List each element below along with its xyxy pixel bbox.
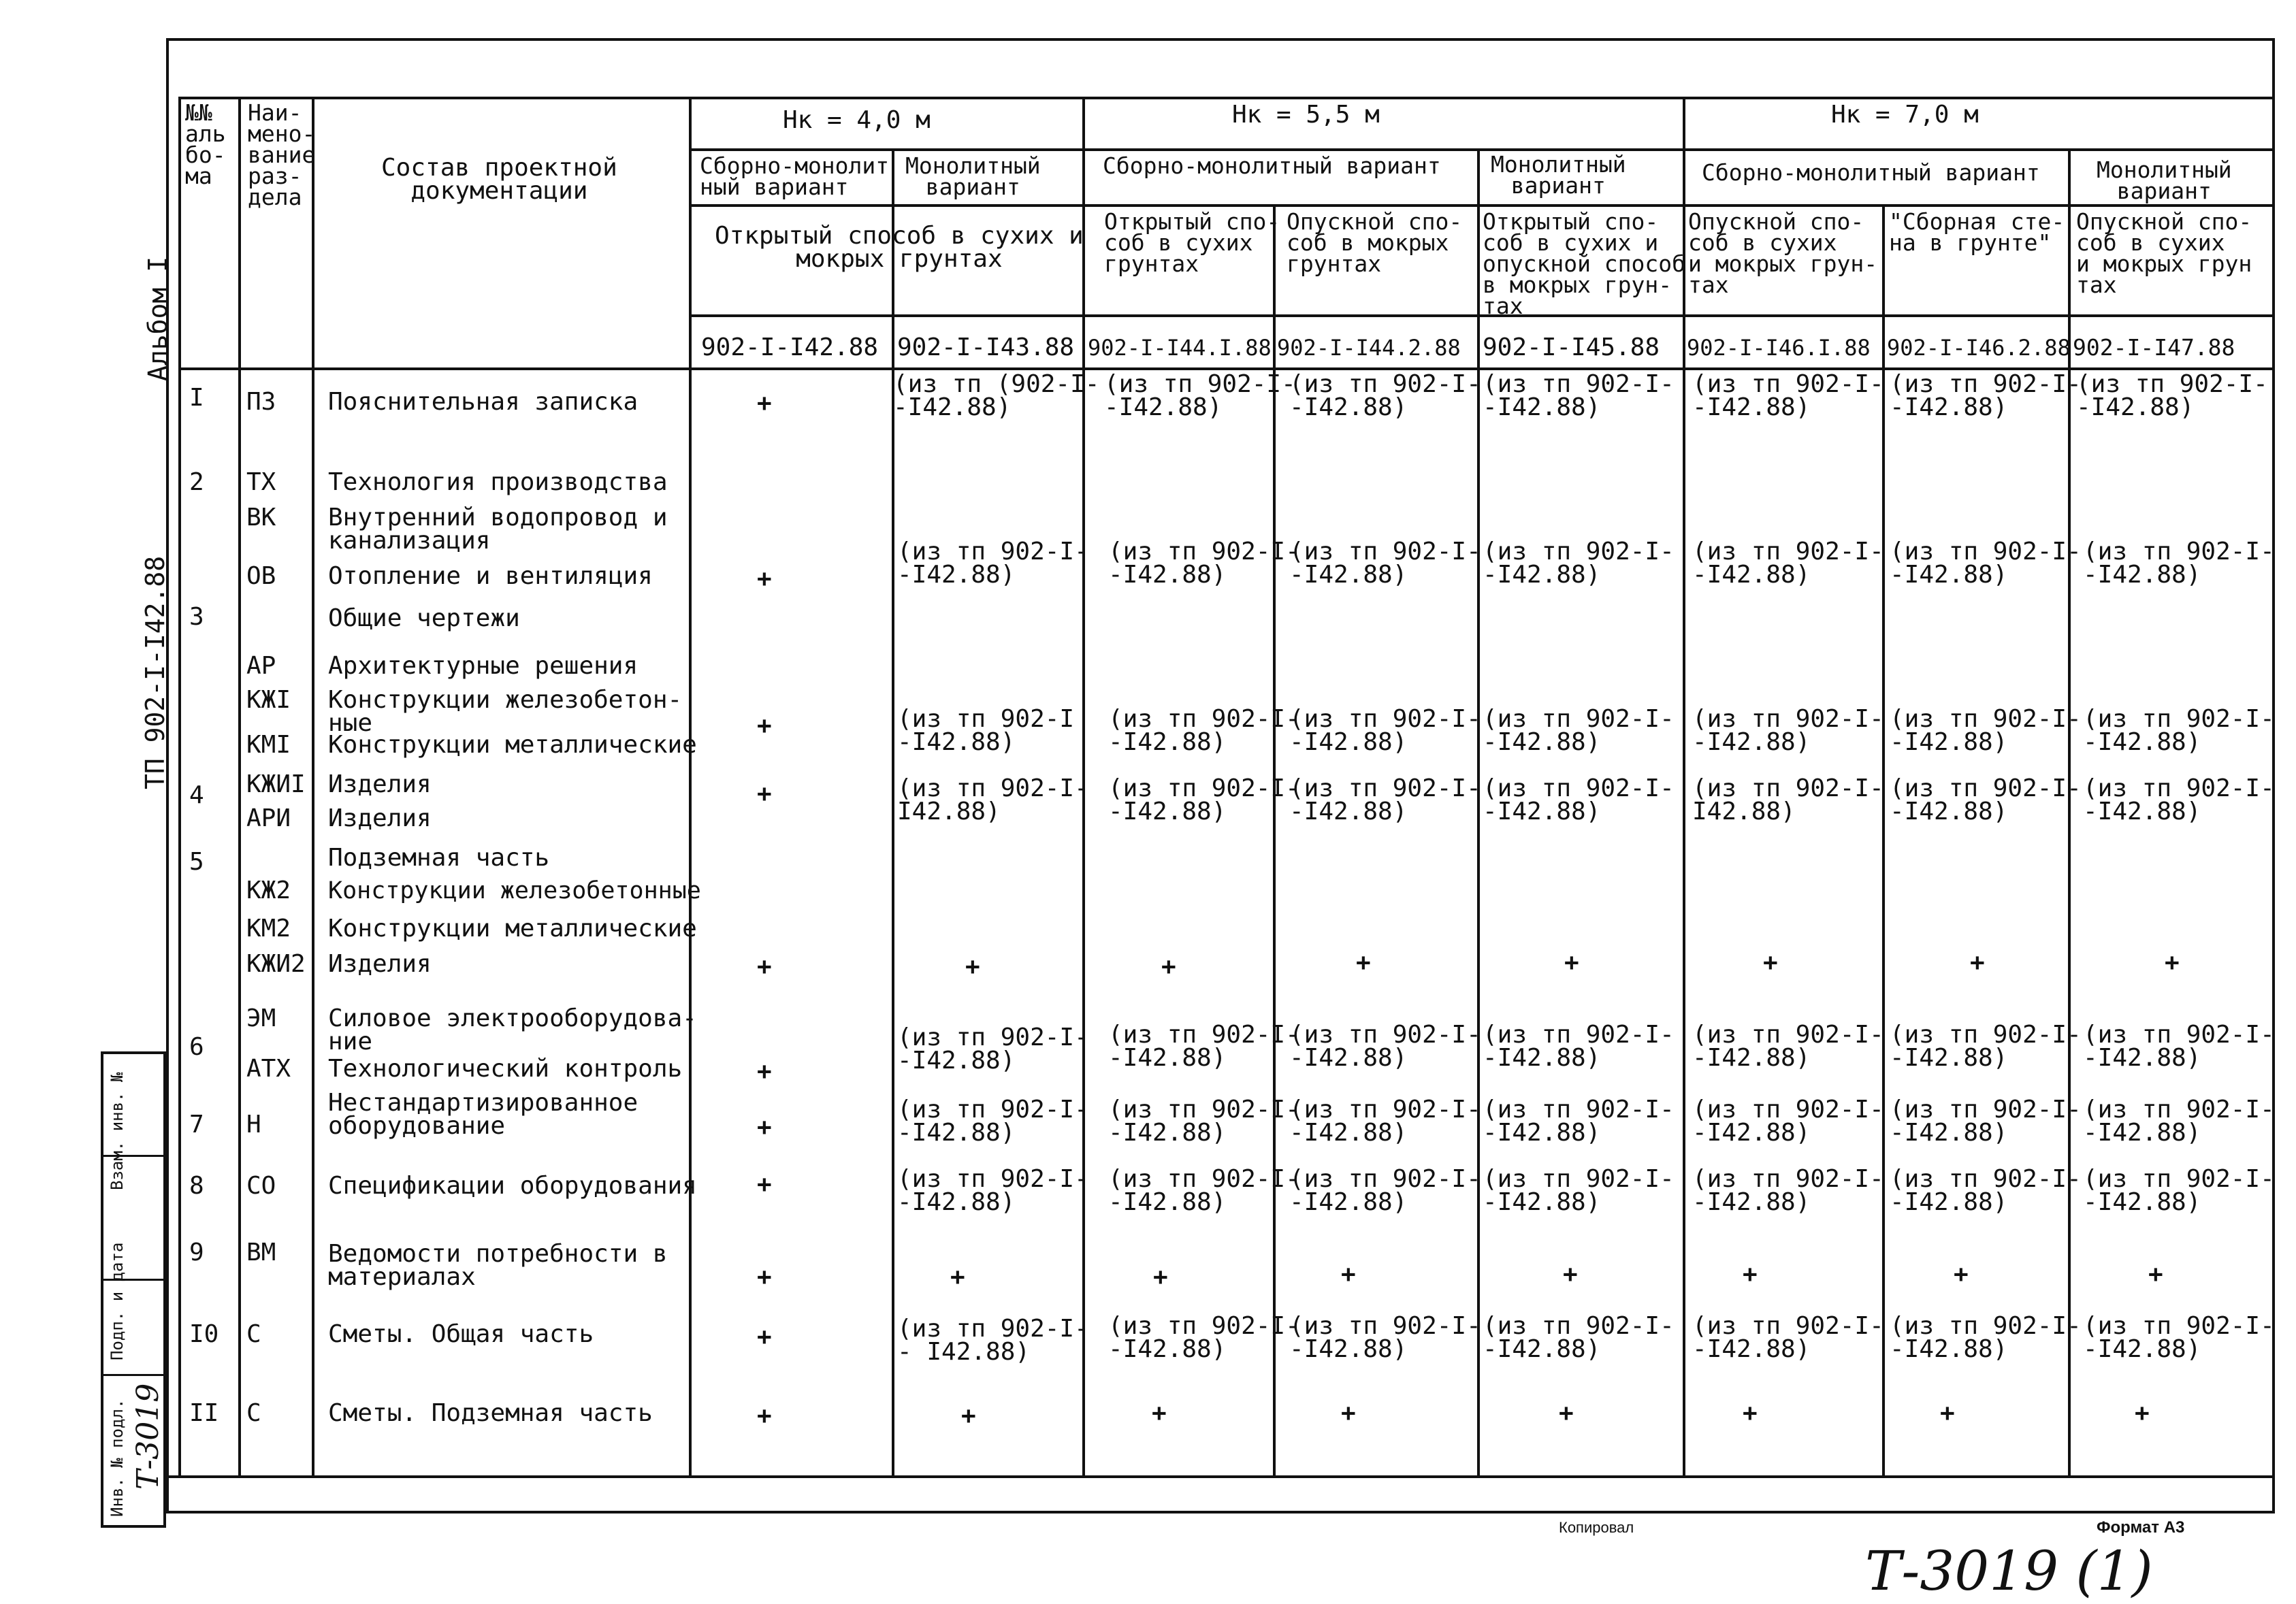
ref-r8-c7: (из тп 902-I- -I42.88): [1890, 1165, 2082, 1216]
ref-r8-c3: (из тп 902-I- -I42.88): [1108, 1165, 1300, 1216]
row-num-8: 8: [189, 1172, 204, 1200]
header-g40a: Сборно-монолит ный вариант: [700, 152, 890, 200]
plus-r11-c3: +: [1152, 1399, 1167, 1427]
code-s2: С: [246, 1399, 261, 1427]
desc-em: Силовое электрооборудова- ние: [328, 1004, 697, 1055]
code-pz: ПЗ: [246, 388, 276, 416]
stamp-vzam: Взам. инв. №: [108, 1072, 127, 1190]
plus-r11-c2: +: [961, 1402, 976, 1430]
plus-r11-c5: +: [1559, 1399, 1574, 1427]
plus-r10-c1: +: [757, 1323, 772, 1351]
code-8: 902-I-I47.88: [2073, 334, 2235, 361]
desc-ar: Архитектурные решения: [328, 652, 638, 680]
header-g70a: Сборно-монолитный вариант: [1702, 159, 2040, 186]
header-doc: Состав проектной документации: [381, 154, 617, 205]
plus-r8-c1: +: [757, 1171, 772, 1198]
ref-r1-c2: (из тп (902-I- -I42.88): [893, 370, 1100, 421]
desc-kzhi2: Изделия: [328, 950, 432, 978]
plus-r5-c3: +: [1161, 953, 1176, 981]
code-ar: АР: [246, 652, 276, 680]
ref-r3-c6: (из тп 902-I- -I42.88): [1692, 705, 1884, 756]
plus-r5-c1: +: [757, 953, 772, 981]
ref-r3-c4: (из тп 902-I- -I42.88): [1289, 705, 1481, 756]
plus-r9-c4: +: [1341, 1260, 1356, 1288]
plus-r9-c5: +: [1563, 1260, 1578, 1288]
ref-r2-c8: (из тп 902-I- -I42.88): [2083, 538, 2275, 589]
header-m40: Открытый способ в сухих и мокрых грунтах: [715, 222, 1084, 273]
rule-body-bottom: [166, 1475, 2275, 1478]
code-em: ЭМ: [246, 1004, 276, 1032]
row-num-3: 3: [189, 603, 204, 631]
code-2: 902-I-I43.88: [897, 333, 1075, 361]
footer-handwritten-code: Т-3019 (1): [1865, 1539, 2153, 1603]
plus-r4-c1: +: [757, 780, 772, 808]
desc-tx: Технология производства: [328, 468, 668, 496]
rule-method-bottom: [689, 314, 2275, 317]
header-m70a: Опускной спо- соб в сухих и мокрых грун- тах: [1688, 208, 1878, 298]
desc-under: Подземная часть: [328, 844, 550, 872]
plus-r3-c1: +: [757, 712, 772, 740]
ref-r7-c4: (из тп 902-I- -I42.88): [1289, 1096, 1481, 1147]
ref-r3-c5: (из тп 902-I- -I42.88): [1483, 705, 1675, 756]
ref-r7-c5: (из тп 902-I- -I42.88): [1483, 1096, 1675, 1147]
code-atx: АТХ: [246, 1055, 291, 1083]
footer-format: Формат А3: [2097, 1518, 2185, 1537]
code-6: 902-I-I46.I.88: [1687, 335, 1871, 361]
code-kzh1: КЖI: [246, 686, 291, 714]
plus-r6-c1: +: [757, 1058, 772, 1085]
header-hk70: Нк = 7,0 м: [1831, 101, 1979, 129]
header-hk55: Нк = 5,5 м: [1232, 101, 1380, 129]
ref-r2-c4: (из тп 902-I- -I42.88): [1289, 538, 1481, 589]
ref-r10-c5: (из тп 902-I- -I42.88): [1483, 1312, 1675, 1363]
plus-r7-c1: +: [757, 1113, 772, 1141]
desc-pz: Пояснительная записка: [328, 388, 638, 416]
ref-r8-c5: (из тп 902-I- -I42.88): [1483, 1165, 1675, 1216]
plus-r11-c4: +: [1341, 1399, 1356, 1427]
rule-top-header: [178, 97, 2275, 99]
header-g40b: Монолитный вариант: [905, 152, 1041, 200]
plus-r9-c3: +: [1153, 1263, 1168, 1291]
stamp-inv: Инв. № подл.: [108, 1398, 127, 1517]
code-s1: С: [246, 1320, 261, 1348]
plus-r5-c5: +: [1564, 949, 1579, 977]
side-album-label: Альбом I: [143, 256, 173, 381]
ref-r1-c5: (из тп 902-I- -I42.88): [1483, 370, 1675, 421]
ref-r10-c2: (из тп 902-I- - I42.88): [897, 1315, 1089, 1366]
ref-r1-c3: (из тп 902-I- -I42.88): [1104, 370, 1296, 421]
row-num-11: II: [189, 1399, 219, 1427]
code-kzhi2: КЖИ2: [246, 950, 306, 978]
stamp-sign: Подп. и дата: [108, 1242, 127, 1360]
ref-r6-c2: (из тп 902-I- -I42.88): [897, 1024, 1089, 1075]
ref-r4-c6: (из тп 902-I- I42.88): [1692, 774, 1884, 825]
plus-r5-c7: +: [1970, 949, 1985, 977]
ref-r8-c6: (из тп 902-I- -I42.88): [1692, 1165, 1884, 1216]
code-7: 902-I-I46.2.88: [1887, 335, 2071, 361]
ref-r1-c7: (из тп 902-I- -I42.88): [1890, 370, 2082, 421]
ref-r4-c5: (из тп 902-I- -I42.88): [1483, 774, 1675, 825]
desc-s2: Сметы. Подземная часть: [328, 1399, 653, 1427]
code-km2: КМ2: [246, 915, 291, 943]
ref-r1-c4: (из тп 902-I- -I42.88): [1289, 370, 1481, 421]
stamp-block: [101, 1051, 166, 1528]
ref-r2-c5: (из тп 902-I- -I42.88): [1483, 538, 1675, 589]
ref-r2-c7: (из тп 902-I- -I42.88): [1890, 538, 2082, 589]
desc-km1: Конструкции металлические: [328, 731, 697, 759]
header-m55c: Открытый спо- соб в сухих и опускной способ в мокрых грун- тах: [1483, 208, 1686, 319]
header-g70b: Монолитный вариант: [2097, 157, 2232, 204]
stamp-handwritten: Т-3019: [131, 1383, 165, 1490]
code-1: 902-I-I42.88: [701, 333, 879, 361]
code-vk: ВК: [246, 504, 276, 531]
header-m55a: Открытый спо- соб в сухих грунтах: [1104, 208, 1280, 277]
desc-vm: Ведомости потребности в материалах: [328, 1240, 668, 1291]
code-5: 902-I-I45.88: [1483, 333, 1660, 361]
ref-r4-c8: (из тп 902-I- -I42.88): [2083, 774, 2275, 825]
header-m70b: "Сборная сте- на в грунте": [1889, 208, 2065, 256]
plus-r1-c1: +: [757, 389, 772, 417]
row-num-7: 7: [189, 1111, 204, 1139]
ref-r6-c5: (из тп 902-I- -I42.88): [1483, 1021, 1675, 1072]
ref-r1-c6: (из тп 902-I- -I42.88): [1692, 370, 1884, 421]
header-g55a: Сборно-монолитный вариант: [1103, 152, 1441, 179]
code-km1: КМI: [246, 731, 291, 759]
rule-variant-bottom: [689, 204, 2275, 207]
ref-r6-c8: (из тп 902-I- -I42.88): [2083, 1021, 2275, 1072]
ref-r7-c6: (из тп 902-I- -I42.88): [1692, 1096, 1884, 1147]
desc-km2: Конструкции металлические: [328, 915, 697, 943]
header-m55b: Опускной спо- соб в мокрых грунтах: [1287, 208, 1463, 277]
ref-r2-c6: (из тп 902-I- -I42.88): [1692, 538, 1884, 589]
ref-r6-c3: (из тп 902-I- -I42.88): [1108, 1021, 1300, 1072]
code-kzhi1: КЖИI: [246, 770, 306, 798]
plus-r9-c2: +: [950, 1263, 965, 1291]
desc-s1: Сметы. Общая часть: [328, 1320, 594, 1348]
code-4: 902-I-I44.2.88: [1277, 335, 1461, 361]
header-name: Наи- мено- вание раз- дела: [248, 99, 316, 210]
ref-r8-c4: (из тп 902-I- -I42.88): [1289, 1165, 1481, 1216]
desc-co: Спецификации оборудования: [328, 1172, 697, 1200]
code-3: 902-I-I44.I.88: [1088, 335, 1272, 361]
plus-r5-c6: +: [1763, 949, 1778, 977]
desc-ari: Изделия: [328, 804, 432, 832]
header-g55b: Монолитный вариант: [1491, 151, 1626, 199]
row-num-4: 4: [189, 781, 204, 809]
ref-r10-c7: (из тп 902-I- -I42.88): [1890, 1312, 2082, 1363]
col-div-3: [689, 97, 692, 1475]
code-ov: ОВ: [246, 562, 276, 590]
plus-r11-c8: +: [2135, 1399, 2150, 1427]
ref-r6-c6: (из тп 902-I- -I42.88): [1692, 1021, 1884, 1072]
ref-r7-c2: (из тп 902-I- -I42.88): [897, 1096, 1089, 1147]
ref-r3-c7: (из тп 902-I- -I42.88): [1890, 705, 2082, 756]
ref-r10-c4: (из тп 902-I- -I42.88): [1289, 1312, 1481, 1363]
ref-r4-c2: (из тп 902-I- I42.88): [897, 774, 1089, 825]
row-num-6: 6: [189, 1033, 204, 1061]
stamp-divider-3: [103, 1374, 163, 1376]
ref-r8-c8: (из тп 902-I- -I42.88): [2083, 1165, 2275, 1216]
row-num-2: 2: [189, 468, 204, 496]
desc-ov: Отопление и вентиляция: [328, 562, 653, 590]
desc-kzh1: Конструкции железобетон- ные: [328, 686, 683, 737]
col-left-border: [178, 97, 181, 1475]
plus-r5-c4: +: [1356, 949, 1371, 977]
col-div-1: [238, 97, 241, 1475]
ref-r1-c8: (из тп 902-I- -I42.88): [2076, 370, 2268, 421]
code-ari: АРИ: [246, 804, 291, 832]
plus-r11-c1: +: [757, 1402, 772, 1430]
row-num-5: 5: [189, 848, 204, 876]
header-hk40: Нк = 4,0 м: [783, 106, 931, 134]
code-tx: ТХ: [246, 468, 276, 496]
row-num-10: I0: [189, 1320, 219, 1348]
ref-r4-c4: (из тп 902-I- -I42.88): [1289, 774, 1481, 825]
ref-r6-c4: (из тп 902-I- -I42.88): [1289, 1021, 1481, 1072]
ref-r7-c7: (из тп 902-I- -I42.88): [1890, 1096, 2082, 1147]
ref-r4-c7: (из тп 902-I- -I42.88): [1890, 774, 2082, 825]
ref-r3-c2: (из тп 902-I -I42.88): [897, 705, 1075, 756]
ref-r3-c3: (из тп 902-I- -I42.88): [1108, 705, 1300, 756]
desc-atx: Технологический контроль: [328, 1055, 683, 1083]
col-div-2: [312, 97, 314, 1475]
ref-r6-c7: (из тп 902-I- -I42.88): [1890, 1021, 2082, 1072]
ref-r10-c8: (из тп 902-I- -I42.88): [2083, 1312, 2275, 1363]
side-tp-label: ТП 902-I-I42.88: [140, 555, 170, 789]
col-div-4: [892, 148, 894, 1475]
code-n: Н: [246, 1111, 261, 1139]
ref-r8-c2: (из тп 902-I- -I42.88): [897, 1165, 1089, 1216]
rule-hk-bottom: [689, 148, 2275, 151]
desc-common: Общие чертежи: [328, 604, 520, 632]
desc-vk: Внутренний водопровод и канализация: [328, 504, 668, 555]
row-num-9: 9: [189, 1239, 204, 1266]
header-m70c: Опускной спо- соб в сухих и мокрых грун тах: [2076, 208, 2252, 298]
plus-r9-c1: +: [757, 1263, 772, 1291]
desc-kzhi1: Изделия: [328, 770, 432, 798]
plus-r5-c8: +: [2165, 949, 2180, 977]
plus-r2-c1: +: [757, 565, 772, 593]
plus-r5-c2: +: [965, 953, 980, 981]
desc-n: Нестандартизированное оборудование: [328, 1089, 638, 1140]
ref-r4-c3: (из тп 902-I- -I42.88): [1108, 774, 1300, 825]
plus-r9-c7: +: [1954, 1260, 1969, 1288]
code-co: СО: [246, 1172, 276, 1200]
ref-r7-c8: (из тп 902-I- -I42.88): [2083, 1096, 2275, 1147]
plus-r9-c8: +: [2148, 1260, 2163, 1288]
ref-r3-c8: (из тп 902-I- -I42.88): [2083, 705, 2275, 756]
ref-r7-c3: (из тп 902-I- -I42.88): [1108, 1096, 1300, 1147]
plus-r11-c6: +: [1743, 1399, 1758, 1427]
ref-r2-c2: (из тп 902-I- -I42.88): [897, 538, 1089, 589]
header-num: №№ аль бо- ма: [185, 99, 226, 189]
plus-r9-c6: +: [1743, 1260, 1758, 1288]
ref-r10-c3: (из тп 902-I- -I42.88): [1108, 1312, 1300, 1363]
desc-kzh2: Конструкции железобетонные: [328, 877, 701, 904]
plus-r11-c7: +: [1940, 1399, 1955, 1427]
row-num-1: I: [189, 384, 204, 412]
code-vm: ВМ: [246, 1239, 276, 1266]
ref-r2-c3: (из тп 902-I- -I42.88): [1108, 538, 1300, 589]
code-kzh2: КЖ2: [246, 877, 291, 904]
footer-copied: Копировал: [1559, 1519, 1634, 1536]
ref-r10-c6: (из тп 902-I- -I42.88): [1692, 1312, 1884, 1363]
